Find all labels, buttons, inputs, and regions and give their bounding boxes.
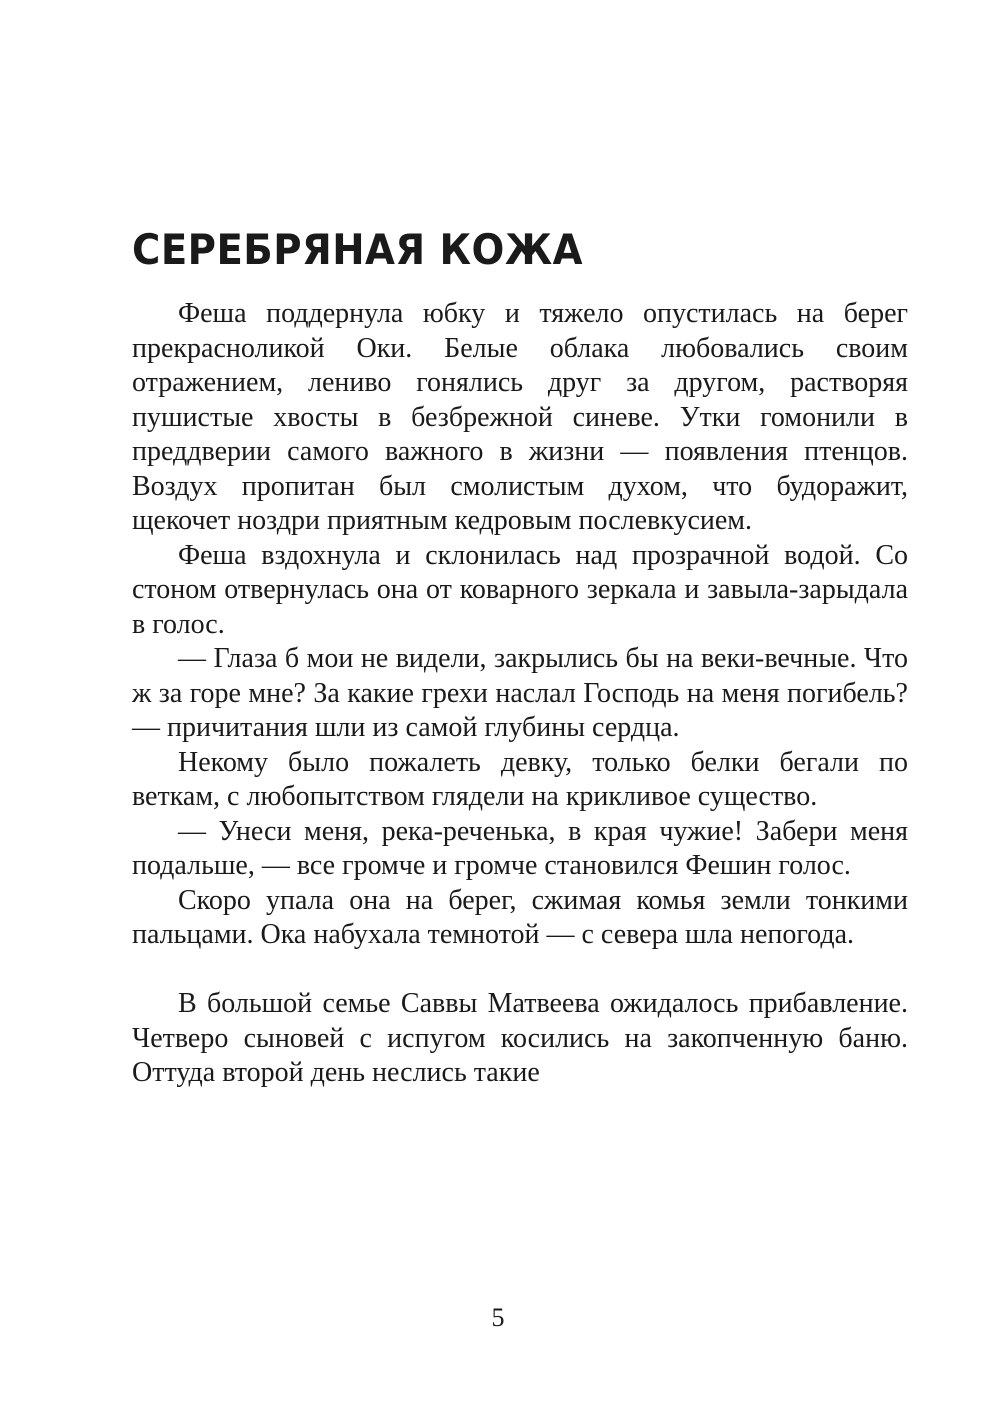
paragraph: Скоро упала она на берег, сжимая комья земли тонкими пальцами. Ока набухала темнотой — с севера шла непогода. bbox=[132, 884, 908, 950]
paragraph: Некому было пожалеть девку, только белки бегали по веткам, с любопытством глядели на крикливое существо. bbox=[132, 746, 908, 812]
dialogue-paragraph: — Унеси меня, река-реченька, в края чужие! Забери меня подальше, — все громче и громче становился Фешин голос. bbox=[132, 815, 908, 881]
paragraph: Феша вздохнула и склонилась над прозрачной водой. Со стоном отвернулась она от коварного зеркала и завыла-зарыдала в голос. bbox=[132, 539, 908, 640]
paragraph: Феша поддернула юбку и тяжело опустилась на берег прекрасноликой Оки. Белые облака любовались своим отражением, лениво гонялись друг за другом, растворяя пушистые хвосты в безбрежной синеве. Утки гомонили в преддверии самого важного в жизни — появления птенцов. Воздух пропитан был смолистым духом, что будоражит, щекочет ноздри приятным кедровым послевкусием. bbox=[132, 298, 908, 536]
body-text bbox=[132, 297, 908, 1091]
chapter-title: СЕРЕБРЯНАЯ КОЖА bbox=[132, 225, 583, 274]
page-number: 5 bbox=[491, 1303, 505, 1332]
dialogue-paragraph: — Глаза б мои не видели, закрылись бы на веки-вечные. Что ж за горе мне? За какие грехи наслал Господь на меня погибель? — причитания шли из самой глубины сердца. bbox=[132, 643, 908, 743]
section-paragraph: В большой семье Саввы Матвеева ожидалось прибавление. Четверо сыновей с испугом косились на закопченную баню. Оттуда второй день неслись такие bbox=[132, 988, 908, 1088]
